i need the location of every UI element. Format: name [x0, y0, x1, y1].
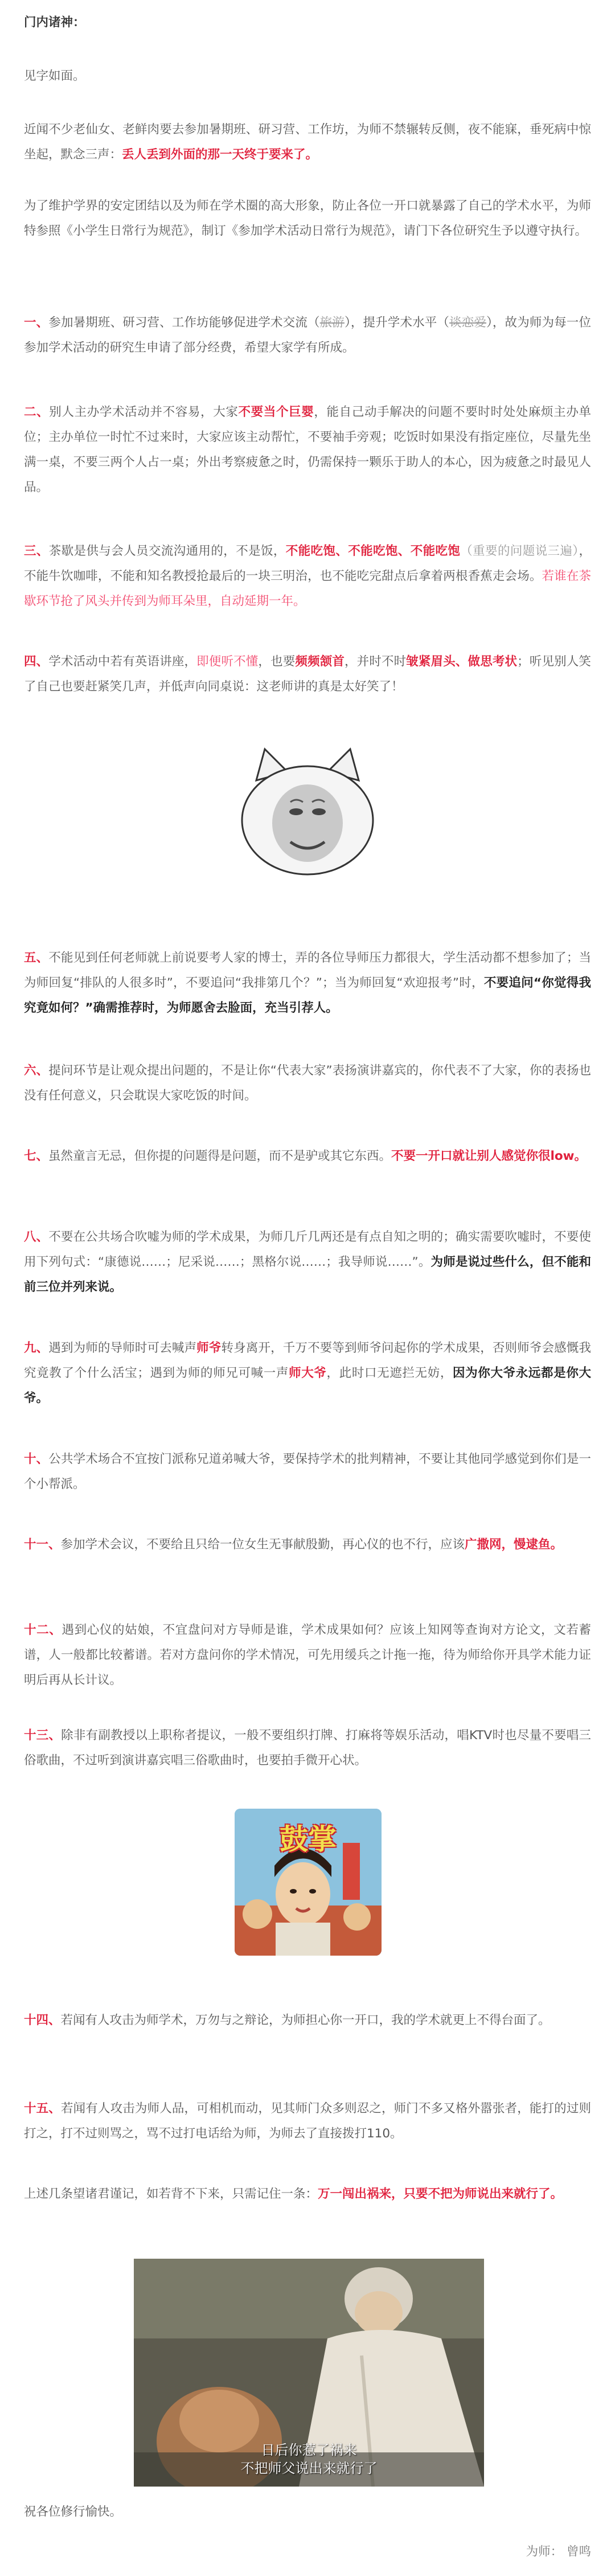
rule-5-highlight: 不要追问“你觉得我究竟如何？”确需推荐时，为师愿舍去脸面，充当引荐人。	[24, 976, 591, 1015]
rule-11-number: 十一、	[24, 1538, 61, 1552]
subtitle-line-1: 日后你惹了祸来	[261, 2442, 357, 2458]
movie-subtitle	[134, 2441, 484, 2477]
rule-10-number: 十、	[24, 1452, 49, 1466]
intro: 见字如面。	[24, 69, 85, 83]
rule-1-strike: 旅游	[319, 316, 345, 330]
rule-9-highlight-2: 师大爷	[289, 1366, 327, 1380]
rule-14-text: 若闻有人攻击为师学术，万勿与之辩论，为师担心你一开口，我的学术就更上不得台面了。	[60, 2013, 551, 2027]
rule-4-text-a: 学术活动中若有英语讲座，	[48, 655, 197, 669]
rule-2-highlight: 不要当个巨婴	[238, 405, 314, 419]
rule-2-text-a: 别人主办学术活动并不容易，大家	[49, 405, 239, 419]
rule-11-text: 参加学术会议，不要给且只给一位女生无事献殷勤，再心仪的也不行，应该	[60, 1538, 465, 1552]
rule-4-number: 四、	[24, 655, 49, 669]
movie-still-image	[134, 2259, 484, 2487]
rule-1-text-a: 参加暑期班、研习营、工作坊能够促进学术交流（	[48, 316, 320, 330]
rule-11-highlight: 广撒网，慢逮鱼。	[465, 1538, 563, 1552]
rule-6-text: 提问环节是让观众提出问题的，不是让你“代表大家”表扬演讲嘉宾的，你代表不了大家，你的表扬也没有任何意义，只会耽误大家吃饭的时间。	[24, 1064, 591, 1103]
rule-2-text-b: ，能自己动手解决的问题不要时时处处麻烦主办单位；主办单位一时忙不过来时，大家应该主动帮忙，不要袖手旁观；吃饭时如果没有指定座位，尽量先坐满一桌，不要三两个人占一桌；外出考察疲惫之时，仍需保持一颗乐于助人的本心，因为疲惫之时最见人品。	[24, 405, 591, 494]
rule-5-text-a: 不能见到任何老师就上前说要考人家的博士，弄的各位导师压力都很大，学生活动都不想参加了；当为师回复“排队的人很多时”，不要追问“我排第几个？”；当为师回复“欢迎报考”时，	[24, 951, 591, 990]
rule-9-text-a: 遇到为师的导师时可去喊声	[48, 1341, 197, 1355]
rule-9-text-c: ，此时口无遮拦无妨，	[326, 1366, 453, 1380]
greeting: 门内诸神：	[24, 15, 85, 30]
rule-9-text-b: 转身离开，千万不要等到师爷问起你的学术成果，否则师爷会感慨我究竟教了个什么活宝；遇到为师的师兄可喊一声	[24, 1341, 591, 1380]
rule-3-highlight: 不能吃饱、不能吃饱、不能吃饱	[285, 544, 461, 558]
rule-15-number: 十五、	[24, 2101, 61, 2116]
rule-12-text: 遇到心仪的姑娘，不宜盘问对方导师是谁，学术成果如何？应该上知网等查询对方论文，文若蓄谱，人一般都比较蓄谱。若对方盘问你的学术情况，可先用缓兵之计拖一拖，待为师给你开具学术能力证明后再从长计议。	[24, 1623, 591, 1687]
rule-1-strike-2: 谈恋爱	[449, 316, 486, 330]
rule-14	[24, 2008, 591, 2033]
rule-13-number: 十三、	[24, 1728, 62, 1743]
rule-15	[24, 2096, 591, 2146]
rule-4	[24, 649, 591, 700]
farewell: 祝各位修行愉快。	[24, 2505, 122, 2519]
rule-12	[24, 1618, 591, 1693]
rule-4-text-b: ，也要	[258, 655, 296, 669]
rule-1-text-c: ），故为师为每一位参加学术活动的研究生申请了部分经费，希望大家学有所成。	[24, 316, 591, 355]
rule-4-pink: 即便听不懂	[196, 655, 259, 669]
rule-3-text-b: ，不能牛饮咖啡，不能和知名教授抢最后的一块三明治，也不能吃完甜点后拿着两根香蕉走会场。	[24, 544, 591, 583]
rule-11	[24, 1532, 591, 1557]
rule-14-number: 十四、	[24, 2013, 61, 2027]
paragraph-1-text: 近闻不少老仙女、老鲜肉要去参加暑期班、研习营、工作坊，为师不禁辗转反侧，夜不能寐，垂死病中惊坐起，默念三声：	[24, 122, 591, 162]
signature-name: 曾鸣	[566, 2545, 591, 2559]
rule-3	[24, 539, 591, 614]
rule-6	[24, 1058, 591, 1109]
closing	[24, 2182, 591, 2207]
rule-10-text: 公共学术场合不宜按门派称兄道弟喊大爷，要保持学术的批判精神，不要让其他同学感觉到你们是一个小帮派。	[24, 1452, 591, 1491]
paragraph-1	[24, 117, 591, 167]
signature	[526, 2542, 591, 2559]
rule-9-number: 九、	[24, 1341, 49, 1355]
rule-4-text-d: ；听见别人笑了自己也要赶紧笑几声，并低声向同桌说：这老师讲的真是太好笑了！	[24, 655, 591, 694]
closing-highlight: 万一闯出祸来，只要不把为师说出来就行了。	[318, 2187, 563, 2201]
clap-meme-image	[235, 1809, 382, 1956]
signature-label: 为师：	[526, 2545, 563, 2559]
paragraph-1-highlight: 丢人丢到外面的那一天终于要来了。	[122, 148, 318, 162]
closing-text: 上述几条望诸君谨记，如若背不下来，只需记住一条：	[24, 2187, 318, 2201]
rule-9-highlight-1: 师爷	[196, 1341, 222, 1355]
rule-1-text-b: ），提升学术水平（	[344, 316, 450, 330]
paragraph-2: 为了维护学界的安定团结以及为师在学术圈的高大形象，防止各位一开口就暴露了自己的学术水平，为师特参照《小学生日常行为规范》，制订《参加学术活动日常行为规范》，请门下各位研究生予以遵守执行。	[24, 199, 591, 238]
rule-8	[24, 1225, 591, 1300]
rule-12-number: 十二、	[24, 1623, 62, 1637]
rule-1	[24, 310, 591, 361]
rule-9-highlight-3: 因为你大爷永远都是你大爷。	[24, 1366, 591, 1405]
rule-2	[24, 400, 591, 500]
rule-3-warning: 若谁在茶歇环节抢了风头并传到为师耳朵里，自动延期一年。	[24, 569, 591, 608]
rule-6-number: 六、	[24, 1064, 49, 1078]
subtitle-line-2: 不把师父说出来就行了	[240, 2460, 378, 2476]
rule-8-text: 不要在公共场合吹嘘为师的学术成果，为师几斤几两还是有点自知之明的；确实需要吹嘘时，不要使用下列句式：“康德说……；尼采说……；黑格尔说……；我导师说……”。	[24, 1230, 591, 1269]
rule-13	[24, 1723, 591, 1773]
clap-caption: 鼓掌	[280, 1823, 337, 1856]
rule-8-number: 八、	[24, 1230, 49, 1244]
rule-4-highlight-1: 频频颔首	[295, 655, 345, 669]
rule-13-text: 除非有副教授以上职称者提议，一般不要组织打牌、打麻将等娱乐活动，唱KTV时也尽量不要唱三俗歌曲，不过听到演讲嘉宾唱三俗歌曲时，也要拍手微开心状。	[24, 1728, 591, 1768]
rule-7-number: 七、	[24, 1149, 49, 1163]
rule-15-text: 若闻有人攻击为师人品，可相机而动，见其师门众多则忍之，师门不多又格外嚣张者，能打的过则打之，打不过则骂之，骂不过打电话给为师，为师去了直接拨打110。	[24, 2101, 591, 2141]
rule-7	[24, 1144, 591, 1169]
cat-meme-image	[233, 741, 382, 880]
rule-8-highlight: 为师是说过些什么，但不能和前三位并列来说。	[24, 1255, 591, 1294]
rule-3-text-a: 茶歇是供与会人员交流沟通用的，不是饭，	[48, 544, 286, 558]
rule-2-number: 二、	[24, 405, 50, 419]
rule-3-note: （重要的问题说三遍）	[460, 544, 579, 558]
rule-4-highlight-2: 皱紧眉头、做思考状	[406, 655, 518, 669]
rule-7-text: 虽然童言无忌，但你提的问题得是问题，而不是驴或其它东西。	[48, 1149, 392, 1163]
rule-4-text-c: ，并时不时	[345, 655, 407, 669]
rule-10	[24, 1447, 591, 1497]
rule-3-number: 三、	[24, 544, 49, 558]
rule-5	[24, 946, 591, 1021]
rule-7-highlight: 不要一开口就让别人感觉你很low。	[391, 1149, 587, 1163]
rule-5-number: 五、	[24, 951, 49, 965]
rule-9	[24, 1336, 591, 1411]
rule-1-number: 一、	[24, 316, 49, 330]
